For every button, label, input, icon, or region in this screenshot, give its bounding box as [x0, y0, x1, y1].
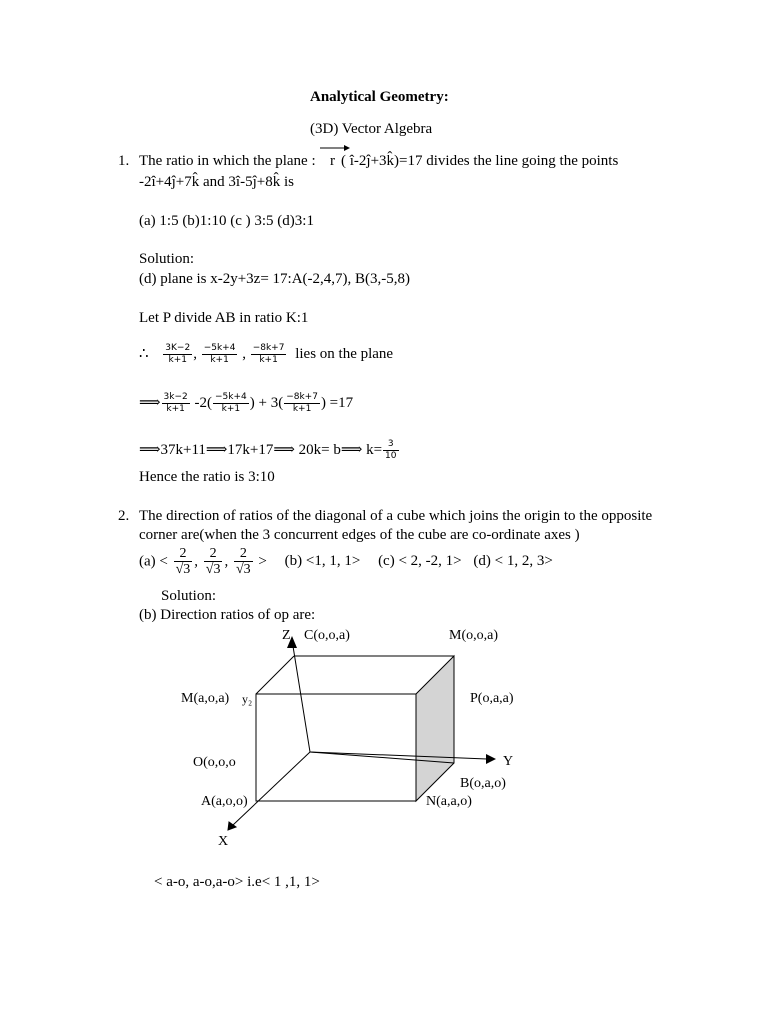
- q2-solution-label: Solution:: [161, 588, 217, 604]
- q2-line2: corner are(when the 3 concurrent edges of the cube are co-ordinate axes ): [139, 527, 580, 543]
- z-label: Z: [282, 628, 291, 643]
- y-axis-line: [310, 752, 487, 759]
- q1-solution-label: Solution:: [139, 251, 195, 267]
- c-point-label: C(o,o,a): [304, 628, 350, 643]
- a-point-label: A(a,o,o): [201, 794, 248, 809]
- q2-solution-line1: (b) Direction ratios of op are:: [139, 607, 316, 623]
- k-fraction: $\frac{3}{10}$: [385, 439, 397, 462]
- opt-a-fraction-3: $\frac{2}{√3}$: [235, 546, 251, 578]
- fraction-2: $\frac{-5k+4}{k+1}$: [203, 343, 236, 366]
- q1-line1-start: The ratio in which the plane :: [139, 153, 316, 169]
- q1-therefore-line: ∴ $\frac{3K-2}{k+1}$ , $\frac{-5k+4}{k+1}$ , $\frac{-8k+7}{k+1}$ lies on the plane: [139, 343, 394, 366]
- therefore-symbol: ∴: [139, 346, 149, 363]
- n-point-label: N(a,a,o): [426, 794, 472, 809]
- q1-line1-end: ( î-2ĵ+3k̂)=17 divides the line going the points: [341, 153, 619, 169]
- fraction-1: $\frac{3K-2}{k+1}$: [165, 343, 191, 366]
- opt-a-fraction-1: $\frac{2}{√3}$: [175, 546, 191, 578]
- lies-on-plane-text: lies on the plane: [295, 346, 394, 363]
- y-axis-arrow-icon: [486, 754, 496, 764]
- q1-line2: -2î+4ĵ+7k̂ and 3î-5ĵ+8k̂ is: [139, 174, 294, 190]
- b-point-label: B(o,a,o): [460, 776, 506, 791]
- eq-fraction-2: $\frac{-5k+4}{k+1}$: [214, 392, 247, 415]
- q1-solution-line1: (d) plane is x-2y+3z= 17:A(-2,4,7), B(3,-5,8): [139, 271, 411, 287]
- page-title: Analytical Geometry:: [310, 89, 449, 105]
- x-axis-line: [233, 752, 310, 825]
- y2-label: y₂: [242, 692, 253, 706]
- m-top-label: M(o,o,a): [449, 628, 498, 643]
- opt-c: (c) < 2, -2, 1>: [378, 553, 462, 570]
- opt-d: (d) < 1, 2, 3>: [473, 553, 553, 570]
- q1-conclusion: Hence the ratio is 3:10: [139, 469, 275, 485]
- q1-equation-line: ⟹ $\frac{3k-2}{k+1}$ -2( $\frac{-5k+4}{k+1}$ ) + 3( $\frac{-8k+7}{k+1}$ ) =17: [139, 392, 354, 415]
- cube-front-face: [256, 694, 416, 801]
- q1-options: (a) 1:5 (b)1:10 (c ) 3:5 (d)3:1: [139, 213, 314, 229]
- opt-b: (b) <1, 1, 1>: [284, 553, 361, 570]
- x-axis-label: X: [218, 834, 229, 849]
- q1-solution-line5: ⟹37k+11⟹17k+17⟹ 20k= b⟹ k= $\frac{3}{10}$: [139, 439, 397, 462]
- opt-a-fraction-2: $\frac{2}{√3}$: [205, 546, 221, 578]
- o-origin-label: O(o,o,o: [193, 755, 236, 770]
- eq-fraction-1: $\frac{3k-2}{k+1}$: [163, 392, 188, 415]
- z-axis-line: [292, 640, 310, 752]
- m-left-label: M(a,o,a): [181, 691, 230, 706]
- vector-r-symbol: r: [330, 153, 335, 169]
- fraction-3: $\frac{-8k+7}{k+1}$: [252, 343, 285, 366]
- q2-number: 2.: [118, 508, 130, 524]
- q1-solution-line2: Let P divide AB in ratio K:1: [139, 310, 309, 326]
- cube-right-face: [416, 656, 454, 801]
- q2-options: (a) < $\frac{2}{√3}$ , $\frac{2}{√3}$ , $\frac{2}{√3}$ > (b) <1, 1, 1> (c) < 2, -2, 1> (d) < 1, 2, 3>: [139, 546, 553, 578]
- p-point-label: P(o,a,a): [470, 691, 514, 706]
- page-subtitle: (3D) Vector Algebra: [310, 121, 433, 137]
- q1-number: 1.: [118, 153, 130, 169]
- q2-result: < a-o, a-o,a-o> i.e< 1 ,1, 1>: [154, 874, 320, 890]
- y-axis-label: Y: [503, 754, 514, 769]
- eq-fraction-3: $\frac{-8k+7}{k+1}$: [286, 392, 318, 415]
- cube-edge: [256, 656, 294, 694]
- q2-line1: The direction of ratios of the diagonal of a cube which joins the origin to the opposite: [139, 508, 653, 524]
